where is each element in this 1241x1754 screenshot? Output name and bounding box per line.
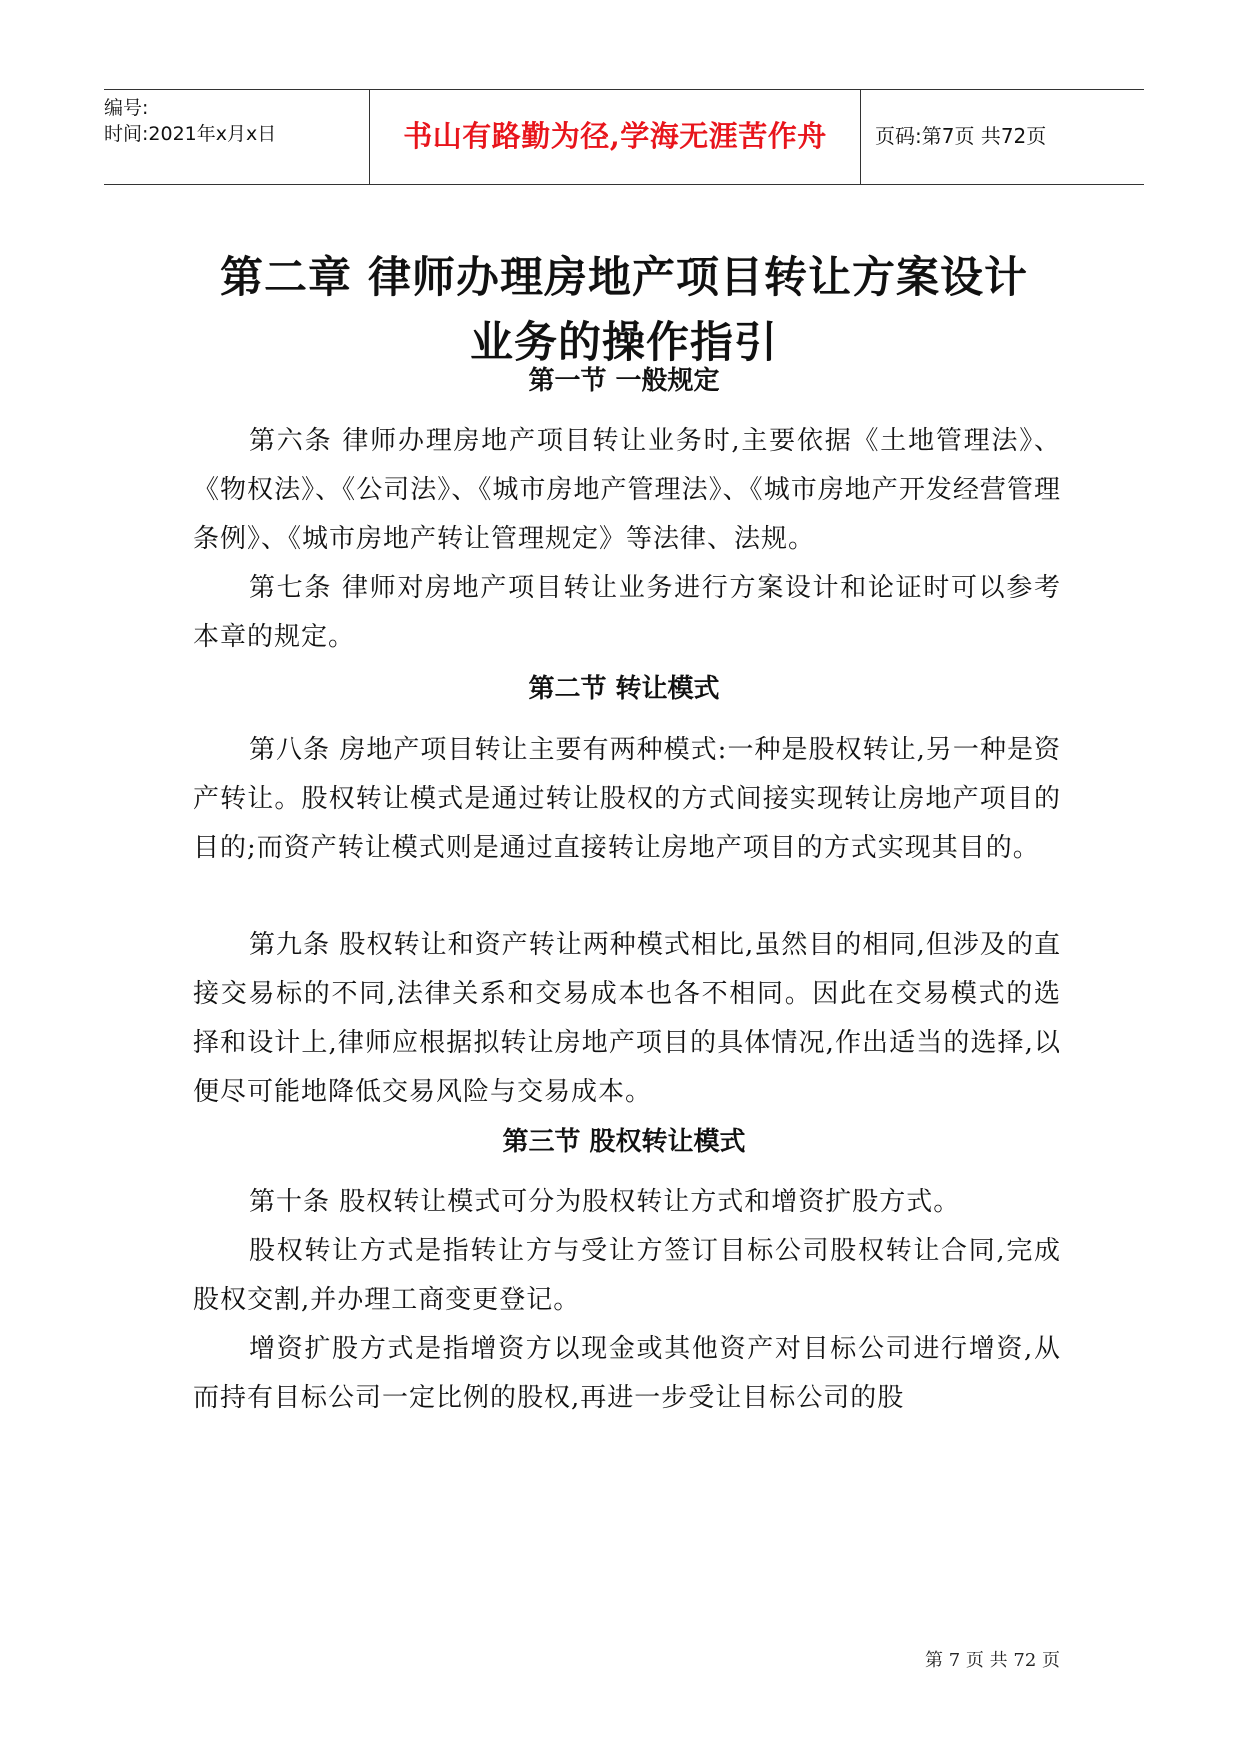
page-header [104,89,1144,185]
chapter-title-line-2: 业务的操作指引 [470,318,778,368]
chapter-title [104,246,1144,376]
paragraph-capital-increase-method: 增资扩股方式是指增资方以现金或其他资产对目标公司进行增资,从而持有目标公司一定比例的股权,再进一步受让目标公司的股 [193,1334,1061,1413]
section-heading-1: 第一节 一般规定 [528,366,720,396]
section-heading-3: 第三节 股权转让模式 [502,1127,746,1157]
paragraph-article-9: 第九条 股权转让和资产转让两种模式相比,虽然目的相同,但涉及的直接交易标的不同,法律关系和交易成本也各不相同。因此在交易模式的选择和设计上,律师应根据拟转让房地产项目的具体情况,作出适当的选择,以便尽可能地降低交易风险与交易成本。 [193,930,1061,1107]
document-time-label: 时间:2021年x月x日 [104,123,277,145]
paragraph-article-10: 第十条 股权转让模式可分为股权转让方式和增资扩股方式。 [249,1187,961,1217]
page-footer: 第 7 页 共 72 页 [925,1650,1060,1671]
chapter-title-line-1: 第二章 律师办理房地产项目转让方案设计 [220,253,1028,303]
header-page-info: 页码:第7页 共72页 [875,123,1047,148]
paragraph-article-6: 第六条 律师办理房地产项目转让业务时,主要依据《土地管理法》、《物权法》、《公司法》、《城市房地产管理法》、《城市房地产开发经营管理条例》、《城市房地产转让管理规定》等法律、法规。 [193,426,1061,554]
header-meta [104,90,369,184]
paragraph-article-8: 第八条 房地产项目转让主要有两种模式:一种是股权转让,另一种是资产转让。股权转让模式是通过转让股权的方式间接实现转让房地产项目的目的;而资产转让模式则是通过直接转让房地产项目的方式实现其目的。 [193,735,1061,863]
paragraph-article-7: 第七条 律师对房地产项目转让业务进行方案设计和论证时可以参考本章的规定。 [193,573,1061,652]
header-motto: 书山有路勤为径,学海无涯苦作舟 [369,90,861,184]
document-number-label: 编号: [104,97,149,119]
paragraph-equity-transfer-method: 股权转让方式是指转让方与受让方签订目标公司股权转让合同,完成股权交割,并办理工商变更登记。 [193,1236,1061,1315]
section-heading-2: 第二节 转让模式 [528,674,720,704]
